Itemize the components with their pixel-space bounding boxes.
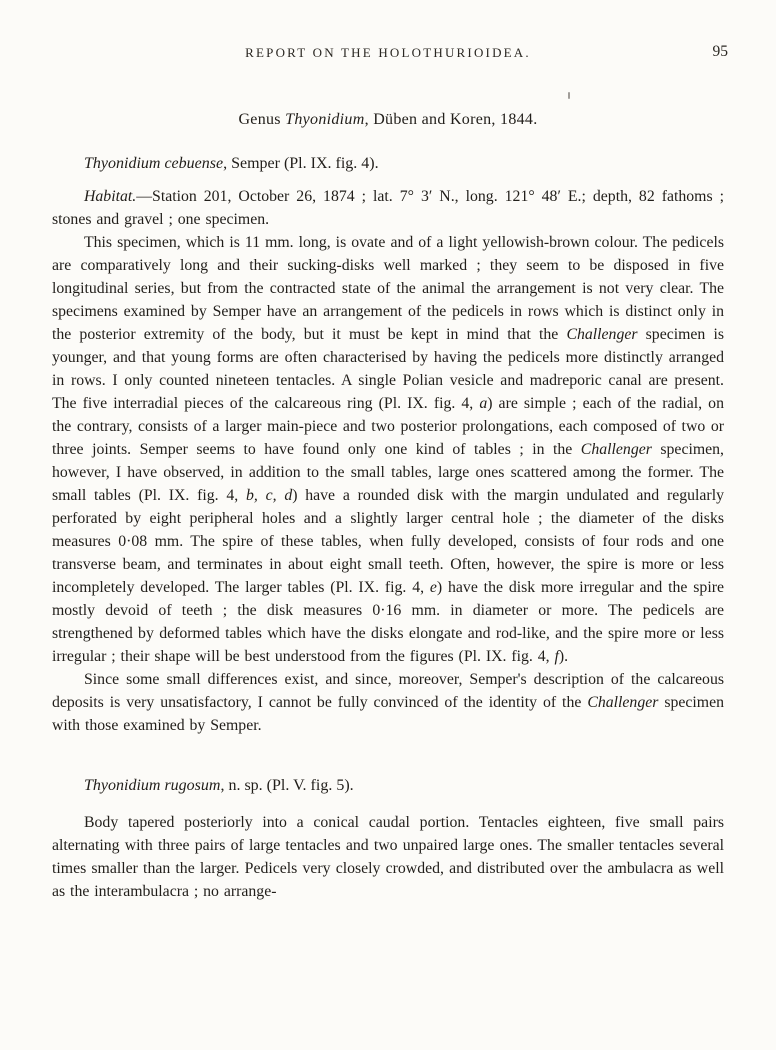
running-header	[52, 43, 728, 61]
description-paragraph: This specimen, which is 11 mm. long, is ovate and of a light yellowish-brown colour. The pedicels are comparatively long and their sucking-disks well marked ; they seem to be disposed in five longitudinal series, but from the contracted state of the animal the arrangement is not very clear. The specimens examined by Semper have an arrangement of the pedicels in rows which is distinct only in the posterior extremity of the body, but it must be kept in mind that the Challenger specimen is younger, and that young forms are often characterised by having the pedicels more distinctly arranged in rows. I only counted nineteen tentacles. A single Polian vesicle and madreporic canal are present. The five interradial pieces of the calcareous ring (Pl. IX. fig. 4, a) are simple ; each of the radial, on the contrary, consists of a larger main-piece and two posterior prolongations, each composed of two or three joints. Semper seems to have found only one kind of tables ; in the Challenger specimen, however, I have observed, in addition to the small tables, large ones scattered among the former. The small tables (Pl. IX. fig. 4, b, c, d) have a rounded disk with the margin undulated and regularly perforated by eight peripheral holes and a slightly larger central hole ; the diameter of the disks measures 0·08 mm. The spire of these tables, when fully developed, consists of four rods and one transverse beam, and terminates in about eight small teeth. Often, however, the spire is more or less incompletely developed. The larger tables (Pl. IX. fig. 4, e) have the disk more irregular and the spire mostly devoid of teeth ; the disk measures 0·16 mm. in diameter or more. The pedicels are strengthened by deformed tables which have the disks elongate and rod-like, and the spire more or less irregular ; their shape will be best understood from the figures (Pl. IX. fig. 4, f).	[52, 234, 724, 665]
genus-heading: Genus Thyonidium, Düben and Koren, 1844.	[238, 111, 538, 128]
habitat-paragraph: Habitat.—Station 201, October 26, 1874 ; lat. 7° 3′ N., long. 121° 48′ E.; depth, 82 fathoms ; stones and gravel ; one specimen.	[52, 188, 724, 228]
remarks-paragraph: Since some small differences exist, and since, moreover, Semper's description of the calcareous deposits is very unsatisfactory, I cannot be fully convinced of the identity of the Challenger specimen with those examined by Semper.	[52, 671, 725, 734]
running-title: REPORT ON THE HOLOTHURIOIDEA.	[245, 45, 531, 60]
scan-artifact	[568, 92, 570, 99]
body-paragraph-rugosum: Body tapered posteriorly into a conical caudal portion. Tentacles eighteen, five small pairs alternating with three pairs of large tentacles and two unpaired large ones. The smaller tentacles several times smaller than the larger. Pedicels very closely crowded, and distributed over the ambulacra as well as the interambulacra ; no arrange-	[52, 814, 724, 900]
species-heading-rugosum: Thyonidium rugosum, n. sp. (Pl. V. fig. 5).	[84, 777, 354, 794]
page-number: 95	[712, 43, 728, 60]
species-heading-cebuense: Thyonidium cebuense, Semper (Pl. IX. fig. 4).	[84, 155, 379, 172]
